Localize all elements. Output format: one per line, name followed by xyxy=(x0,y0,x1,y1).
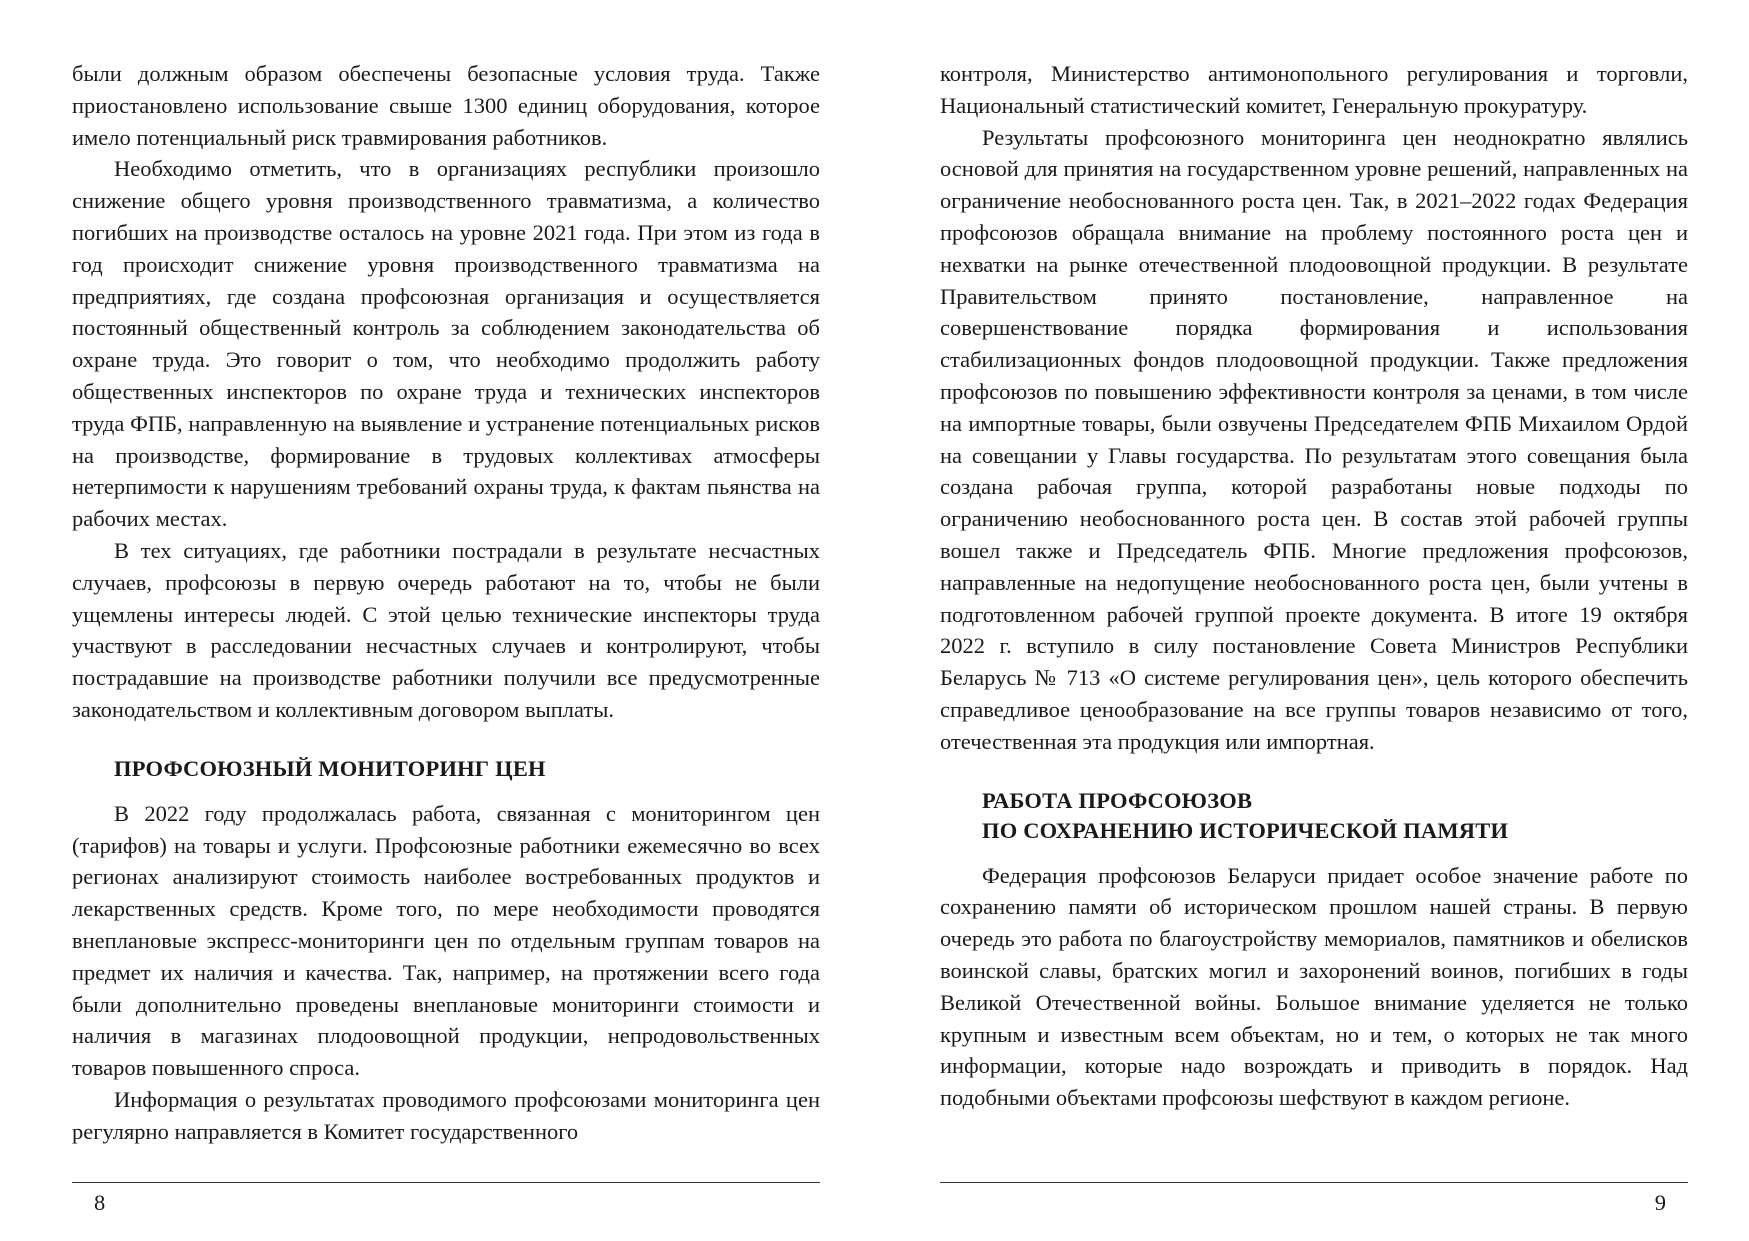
paragraph: Необходимо отметить, что в организациях республики произошло снижение общего уровня производственного травматизма, а количество погибших на производстве осталось на уровне 2021 года. При этом из года в год происходит снижение уровня производственного травматизма на предприятиях, где создана профсоюзная организация и осуществляется постоянный общественный контроль за соблюдением законодательства об охране труда. Это говорит о том, что необходимо продолжить работу общественных инспекторов по охране труда и технических инспекторов труда ФПБ, направленную на выявление и устранение потенциальных рисков на производстве, формирование в трудовых коллективах атмосферы нетерпимости к нарушениям требований охраны труда, к фактам пьянства на рабочих местах. xyxy=(72,156,820,532)
left-page xyxy=(72,58,820,1215)
paragraph: контроля, Министерство антимонопольного регулирования и торговли, Национальный статистический комитет, Генеральную прокуратуру. xyxy=(940,61,1688,118)
footer-rule xyxy=(72,1182,820,1183)
section-heading-line: ПО СОХРАНЕНИЮ ИСТОРИЧЕСКОЙ ПАМЯТИ xyxy=(982,817,1509,843)
section-heading: ПРОФСОЮЗНЫЙ МОНИТОРИНГ ЦЕН xyxy=(114,755,546,781)
section-heading xyxy=(982,786,1688,846)
paragraph: Информация о результатах проводимого профсоюзами мониторинга цен регулярно направляется в Комитет государственного xyxy=(72,1086,820,1144)
paragraph: Федерация профсоюзов Беларуси придает особое значение работе по сохранению памяти об историческом прошлом нашей страны. В первую очередь это работа по благоустройству мемориалов, памятников и обелисков воинской славы, братских могил и захоронений воинов, погибших в годы Великой Отечественной войны. Большое внимание уделяется не только крупным и известным всем объектам, но и тем, о которых не так много информации, которые надо возрождать и приводить в порядок. Над подобными объектами профсоюзы шефствуют в каждом регионе. xyxy=(940,862,1688,1111)
left-page-content xyxy=(72,58,820,1148)
section-heading-line: РАБОТА ПРОФСОЮЗОВ xyxy=(982,787,1253,813)
paragraph: были должным образом обеспечены безопасные условия труда. Также приостановлено использование свыше 1300 единиц оборудования, которое имело потенциальный риск травмирования работников. xyxy=(72,61,820,150)
right-page xyxy=(940,58,1688,1215)
page-number: 9 xyxy=(1654,1190,1666,1215)
paragraph: В тех ситуациях, где работники пострадали в результате несчастных случаев, профсоюзы в первую очередь работают на то, чтобы не были ущемлены интересы людей. С этой целью технические инспекторы труда участвуют в расследовании несчастных случаев и контролируют, чтобы пострадавшие на производстве работники получили все предусмотренные законодательством и коллективным договором выплаты. xyxy=(72,537,820,722)
right-page-content xyxy=(940,58,1688,1114)
paragraph: В 2022 году продолжалась работа, связанная с мониторингом цен (тарифов) на товары и услуги. Профсоюзные работники ежемесячно во всех регионах анализируют стоимость наиболее востребованных продуктов и лекарственных средств. Кроме того, по мере необходимости проводятся внеплановые экспресс-мониторинги цен по отдельным группам товаров на предмет их наличия и качества. Так, например, на протяжении всего года были дополнительно проведены внеплановые мониторинги стоимости и наличия в магазинах плодоовощной продукции, непродовольственных товаров повышенного спроса. xyxy=(72,800,820,1081)
paragraph: Результаты профсоюзного мониторинга цен неоднократно являлись основой для принятия на государственном уровне решений, направленных на ограничение необоснованного роста цен. Так, в 2021–2022 годах Федерация профсоюзов обращала внимание на проблему постоянного роста цен и нехватки на рынке отечественной плодоовощной продукции. В результате Правительством принято постановление, направленное на совершенствование порядка формирования и использования стабилизационных фондов плодоовощной продукции. Также предложения профсоюзов по повышению эффективности контроля за ценами, в том числе на импортные товары, были озвучены Председателем ФПБ Михаилом Ордой на совещании у Главы государства. По результатам этого совещания была создана рабочая группа, которой разработаны новые подходы по ограничению необоснованного роста цен. В состав этой рабочей группы вошел также и Председатель ФПБ. Многие предложения профсоюзов, направленные на недопущение необоснованного роста цен, были учтены в подготовленном рабочей группой проекте документа. В итоге 19 октября 2022 г. вступило в силу постановление Совета Министров Республики Беларусь № 713 «О системе регулирования цен», цель которого обеспечить справедливое ценообразование на все группы товаров независимо от того, отечественная эта продукция или импортная. xyxy=(940,124,1688,754)
page-number: 8 xyxy=(94,1190,106,1215)
footer-rule xyxy=(940,1182,1688,1183)
